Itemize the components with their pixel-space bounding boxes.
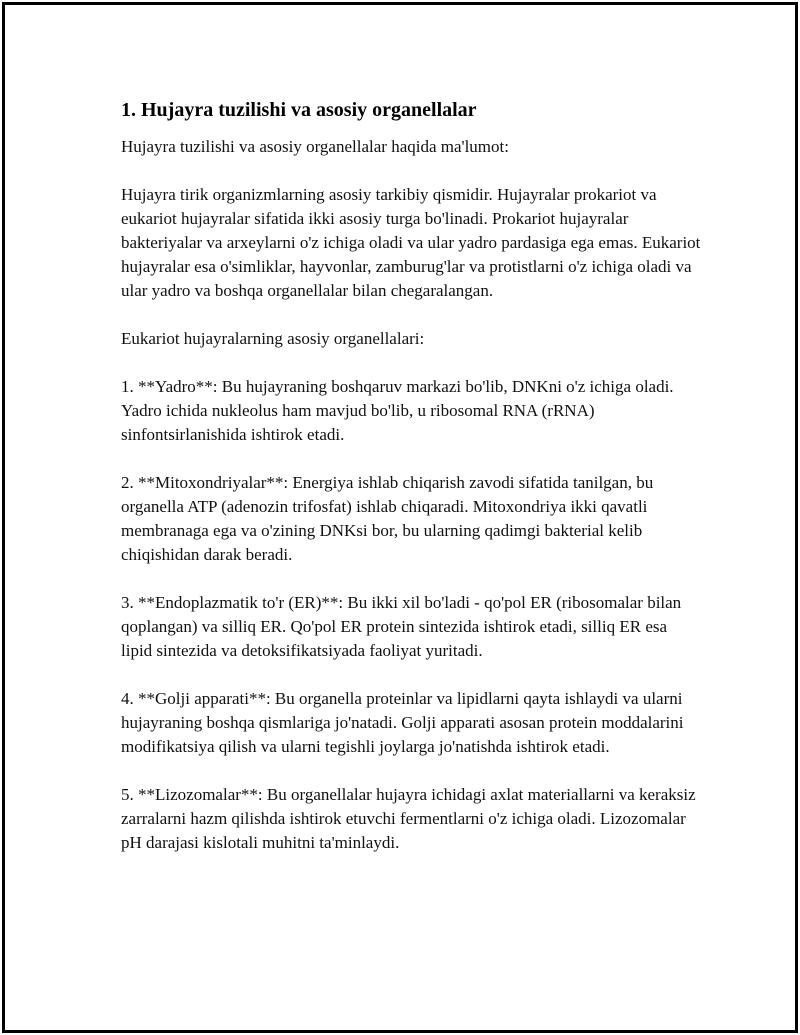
page-frame: [2, 2, 798, 1033]
list-item-golji-apparati: 4. **Golji apparati**: Bu organella proteinlar va lipidlarni qayta ishlaydi va ularni hujayraning boshqa qismlariga jo'natadi. Golji apparati asosan protein moddalarini modifikatsiya qilish va ularni tegishli joylarga jo'natishda ishtirok etadi.: [121, 689, 684, 756]
list-item-mitoxondriyalar: 2. **Mitoxondriyalar**: Energiya ishlab chiqarish zavodi sifatida tanilgan, bu organella ATP (adenozin trifosfat) ishlab chiqaradi. Mitoxondriya ikki qavatli membranaga ega va o'zining DNKsi bor, bu ularning qadimgi bakterial kelib chiqishidan darak beradi.: [121, 473, 654, 564]
intro-paragraph: Hujayra tuzilishi va asosiy organellalar haqida ma'lumot:: [121, 137, 509, 156]
document-body: [121, 95, 701, 879]
list-item-lizozomalar: 5. **Lizozomalar**: Bu organellalar hujayra ichidagi axlat materiallarni va keraksiz zarralarni hazm qilishda ishtirok etuvchi fermentlarni o'z ichiga oladi. Lizozomalar pH darajasi kislotali muhitni ta'minlaydi.: [121, 785, 696, 852]
document-title: 1. Hujayra tuzilishi va asosiy organellalar: [121, 99, 477, 121]
overview-paragraph: Hujayra tirik organizmlarning asosiy tarkibiy qismidir. Hujayralar prokariot va eukariot hujayralar sifatida ikki asosiy turga bo'linadi. Prokariot hujayralar bakteriyalar va arxeylarni o'z ichiga oladi va ular yadro pardasiga ega emas. Eukariot hujayralar esa o'simliklar, hayvonlar, zamburug'lar va protistlarni o'z ichiga oladi va ular yadro va boshqa organellalar bilan chegaralangan.: [121, 185, 701, 300]
list-item-endoplazmatik-tor: 3. **Endoplazmatik to'r (ER)**: Bu ikki xil bo'ladi - qo'pol ER (ribosomalar bilan qoplangan) va silliq ER. Qo'pol ER protein sintezida ishtirok etadi, silliq ER esa lipid sintezida va detoksifikatsiyada faoliyat yuritadi.: [121, 593, 682, 660]
list-heading: Eukariot hujayralarning asosiy organellalari:: [121, 329, 425, 348]
list-item-yadro: 1. **Yadro**: Bu hujayraning boshqaruv markazi bo'lib, DNKni o'z ichiga oladi. Yadro ichida nukleolus ham mavjud bo'lib, u ribosomal RNA (rRNA) sinfontsirlanishida ishtirok etadi.: [121, 377, 674, 444]
